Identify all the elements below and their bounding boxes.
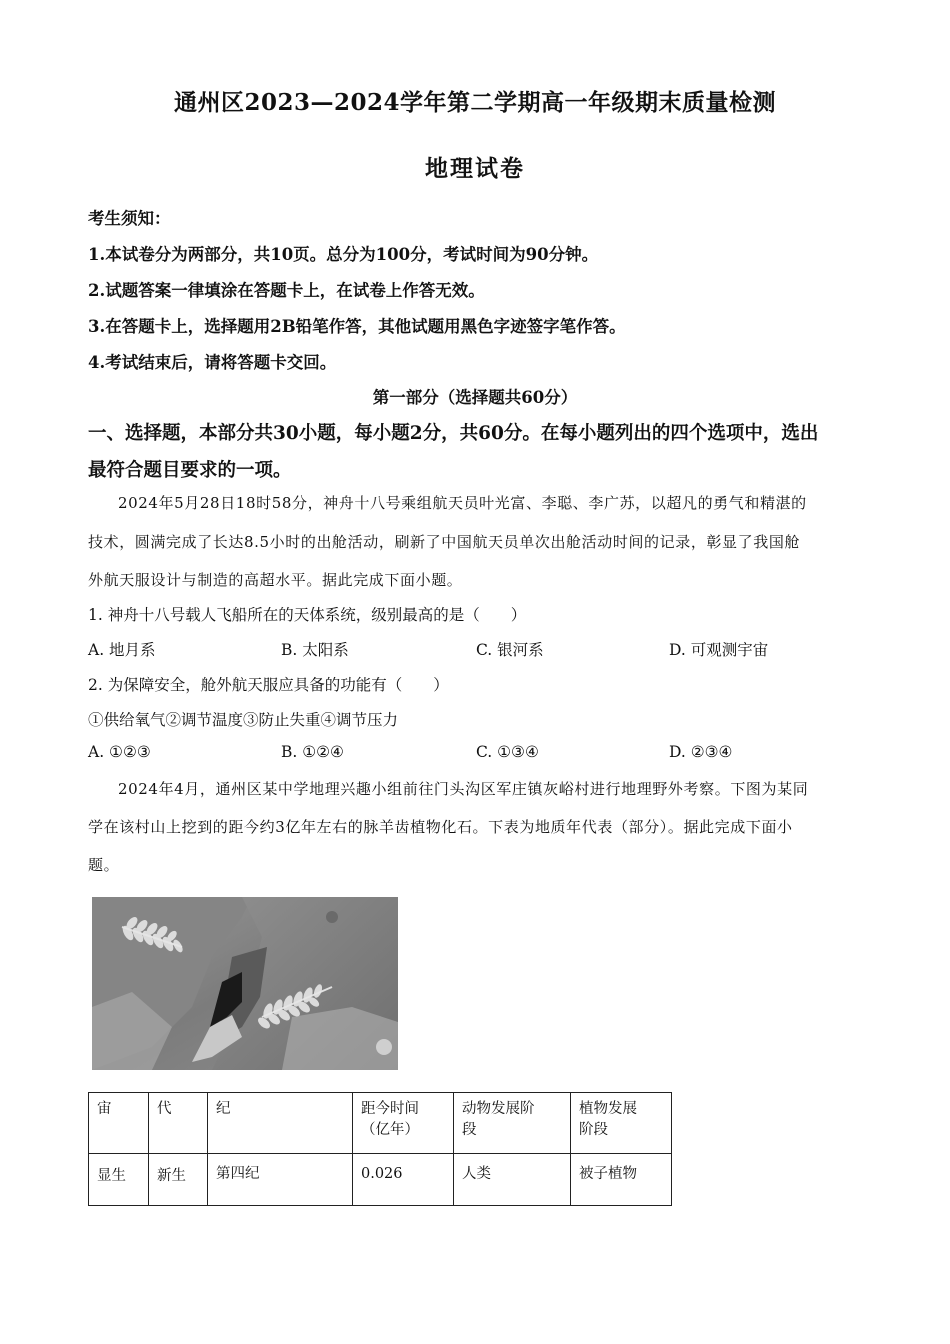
- notice-item: 4.考试结束后，请将答题卡交回。: [88, 353, 337, 372]
- passage-line: 外航天服设计与制造的高超水平。据此完成下面小题。: [88, 571, 463, 589]
- notice-heading: 考生须知：: [88, 209, 171, 228]
- header-period: 纪: [208, 1093, 353, 1154]
- header-animal-line: 段: [462, 1122, 477, 1138]
- header-time-line: 距今时间: [361, 1101, 419, 1117]
- fern-fossil-photo: [92, 897, 398, 1070]
- notice-item: 3.在答题卡上，选择题用2B铅笔作答，其他试题用黑色字迹签字笔作答。: [88, 317, 626, 336]
- option-d: D. ②③④: [669, 743, 733, 761]
- option-b: B. ①②④: [281, 743, 344, 761]
- header-era: 代: [149, 1093, 208, 1154]
- option-b: B. 太阳系: [281, 641, 349, 659]
- cell-era: 新生: [149, 1154, 208, 1206]
- part-one-heading: 第一部分（选择题共60分）: [372, 388, 578, 407]
- geologic-time-table: [88, 1092, 672, 1206]
- exam-subtitle: 地理试卷: [425, 155, 525, 182]
- header-animal-line: 动物发展阶: [462, 1101, 535, 1117]
- option-c: C. ①③④: [476, 743, 539, 761]
- cell-plant: 被子植物: [571, 1154, 672, 1206]
- passage-line: 2024年5月28日18时58分，神舟十八号乘组航天员叶光富、李聪、李广苏，以超凡的勇气和精湛的: [118, 494, 807, 512]
- header-eon: 宙: [89, 1093, 149, 1154]
- question-2-items: ①供给氧气②调节温度③防止失重④调节压力: [88, 711, 399, 729]
- header-animal: [454, 1093, 571, 1154]
- header-plant-line: 植物发展: [579, 1101, 637, 1117]
- passage-line: 技术，圆满完成了长达8.5小时的出舱活动，刷新了中国航天员单次出舱活动时间的记录，彰显了我国舱: [88, 533, 801, 551]
- cell-time: 0.026: [353, 1154, 454, 1206]
- cell-eon: 显生: [89, 1154, 149, 1206]
- option-a: A. ①②③: [88, 743, 151, 761]
- option-c: C. 银河系: [476, 641, 544, 659]
- header-time: [353, 1093, 454, 1154]
- header-time-line: （亿年）: [361, 1122, 419, 1138]
- option-d: D. 可观测宇宙: [669, 641, 769, 659]
- exam-title: 通州区2023—2024学年第二学期高一年级期末质量检测: [173, 89, 777, 116]
- table-row: [89, 1154, 672, 1206]
- instruction-line: 一、选择题，本部分共30小题，每小题2分，共60分。在每小题列出的四个选项中，选出: [88, 423, 819, 444]
- passage-line: 学在该村山上挖到的距今约3亿年左右的脉羊齿植物化石。下表为地质年代表（部分）。据此完成下面小: [88, 818, 793, 836]
- notice-item: 2.试题答案一律填涂在答题卡上，在试卷上作答无效。: [88, 281, 485, 300]
- passage-line: 题。: [88, 856, 120, 874]
- instruction-line: 最符合题目要求的一项。: [88, 460, 292, 481]
- passage-line: 2024年4月，通州区某中学地理兴趣小组前往门头沟区军庄镇灰峪村进行地理野外考察。下图为某同: [118, 780, 809, 798]
- question-1-stem: 1. 神舟十八号载人飞船所在的天体系统，级别最高的是（ ）: [88, 606, 527, 624]
- table-header-row: [89, 1093, 672, 1154]
- notice-item: 1.本试卷分为两部分，共10页。总分为100分，考试时间为90分钟。: [88, 245, 599, 264]
- question-2-stem: 2. 为保障安全，舱外航天服应具备的功能有（ ）: [88, 676, 449, 694]
- option-a: A. 地月系: [88, 641, 156, 659]
- header-plant: [571, 1093, 672, 1154]
- header-plant-line: 阶段: [579, 1122, 608, 1138]
- cell-animal: 人类: [454, 1154, 571, 1206]
- cell-period: 第四纪: [208, 1154, 353, 1206]
